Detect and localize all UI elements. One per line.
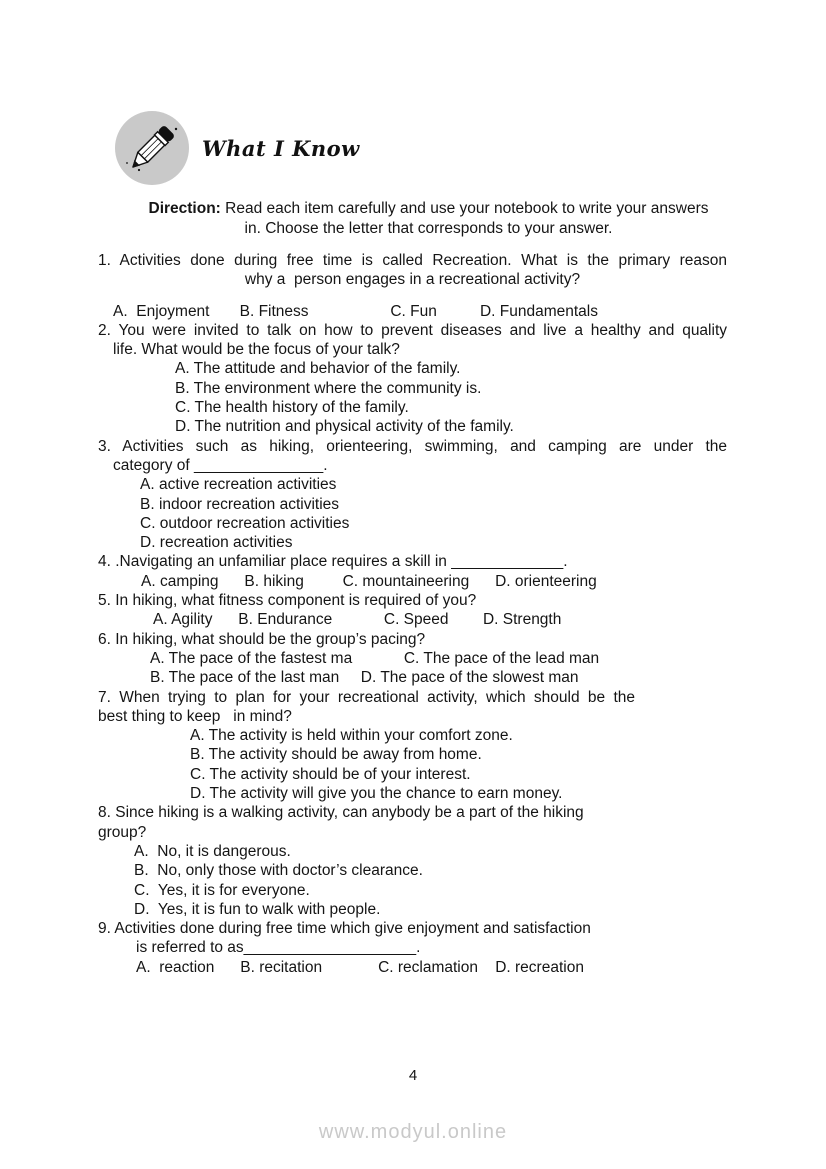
option-line: B. No, only those with doctor’s clearance.: [134, 862, 423, 880]
direction-line2: in. Choose the letter that corresponds to your answer.: [244, 219, 613, 237]
question-text: 1. Activities done during free time is called Recreation. What is the primary reason: [98, 252, 727, 269]
option-line: B. indoor recreation activities: [140, 495, 340, 513]
option-line: D. Yes, it is fun to walk with people.: [134, 900, 381, 918]
option-line: D. recreation activities: [140, 534, 293, 552]
question-text: 5. In hiking, what fitness component is required of you?: [98, 592, 477, 610]
question-8: [98, 803, 727, 919]
direction-block: [130, 199, 727, 238]
direction-line1-text: Read each item carefully and use your notebook to write your answers: [220, 200, 709, 217]
direction-label: Direction:: [148, 200, 221, 217]
question-2: [98, 321, 727, 437]
option-line: D. The activity will give you the chance to earn money.: [190, 785, 563, 803]
question-text: why a person engages in a recreational activity?: [244, 271, 581, 289]
question-text: 4. .Navigating an unfamiliar place requires a skill in _____________.: [98, 553, 568, 571]
question-text: life. What would be the focus of your talk?: [113, 341, 400, 359]
question-3: [98, 437, 727, 553]
option-line: A. No, it is dangerous.: [134, 842, 291, 860]
question-text: 3. Activities such as hiking, orienteering, swimming, and camping are under the: [98, 437, 727, 455]
option-line: A. Agility B. Endurance C. Speed D. Strength: [153, 611, 562, 629]
question-text: group?: [98, 823, 147, 841]
questions: [98, 251, 727, 977]
option-line: A. reaction B. recitation C. reclamation D. recreation: [136, 958, 584, 976]
option-line: C. The activity should be of your interest.: [190, 765, 471, 783]
option-line: B. The activity should be away from home.: [190, 746, 482, 764]
question-text: 9. Activities done during free time which give enjoyment and satisfaction: [98, 920, 591, 938]
option-line: B. The pace of the last man D. The pace of the slowest man: [150, 669, 579, 687]
direction-line1: [130, 199, 727, 219]
option-line: A. active recreation activities: [140, 476, 337, 494]
option-line: C. The health history of the family.: [175, 399, 409, 417]
question-text: is referred to as____________________.: [136, 939, 421, 957]
question-1: [98, 251, 727, 321]
question-text: category of _______________.: [113, 456, 328, 474]
watermark: www.modyul.online: [318, 1121, 508, 1143]
question-text: 8. Since hiking is a walking activity, can anybody be a part of the hiking: [98, 804, 584, 822]
option-line: A. Enjoyment B. Fitness C. Fun D. Fundamentals: [113, 302, 598, 320]
option-line: A. The pace of the fastest ma C. The pace of the lead man: [150, 649, 600, 667]
question-9: [98, 919, 727, 977]
question-4: [98, 552, 727, 591]
option-line: A. camping B. hiking C. mountaineering D. orienteering: [141, 572, 597, 590]
pencil-icon: [115, 111, 189, 185]
option-line: C. outdoor recreation activities: [140, 514, 350, 532]
question-text: 6. In hiking, what should be the group’s pacing?: [98, 630, 426, 648]
question-text: 2. You were invited to talk on how to prevent diseases and live a healthy and quality: [98, 321, 727, 339]
option-line: B. The environment where the community is.: [175, 379, 482, 397]
question-text: 7. When trying to plan for your recreational activity, which should be the: [98, 688, 635, 706]
question-6: [98, 630, 727, 688]
question-text: best thing to keep in mind?: [98, 707, 292, 725]
option-line: C. Yes, it is for everyone.: [134, 881, 310, 899]
question-5: [98, 591, 727, 630]
option-line: A. The attitude and behavior of the family.: [175, 360, 461, 378]
option-line: A. The activity is held within your comfort zone.: [190, 727, 513, 745]
option-line: D. The nutrition and physical activity of the family.: [175, 418, 514, 436]
page-number: 4: [408, 1067, 418, 1084]
page-title: What I Know: [202, 135, 360, 161]
header: [0, 0, 826, 185]
question-7: [98, 688, 727, 804]
